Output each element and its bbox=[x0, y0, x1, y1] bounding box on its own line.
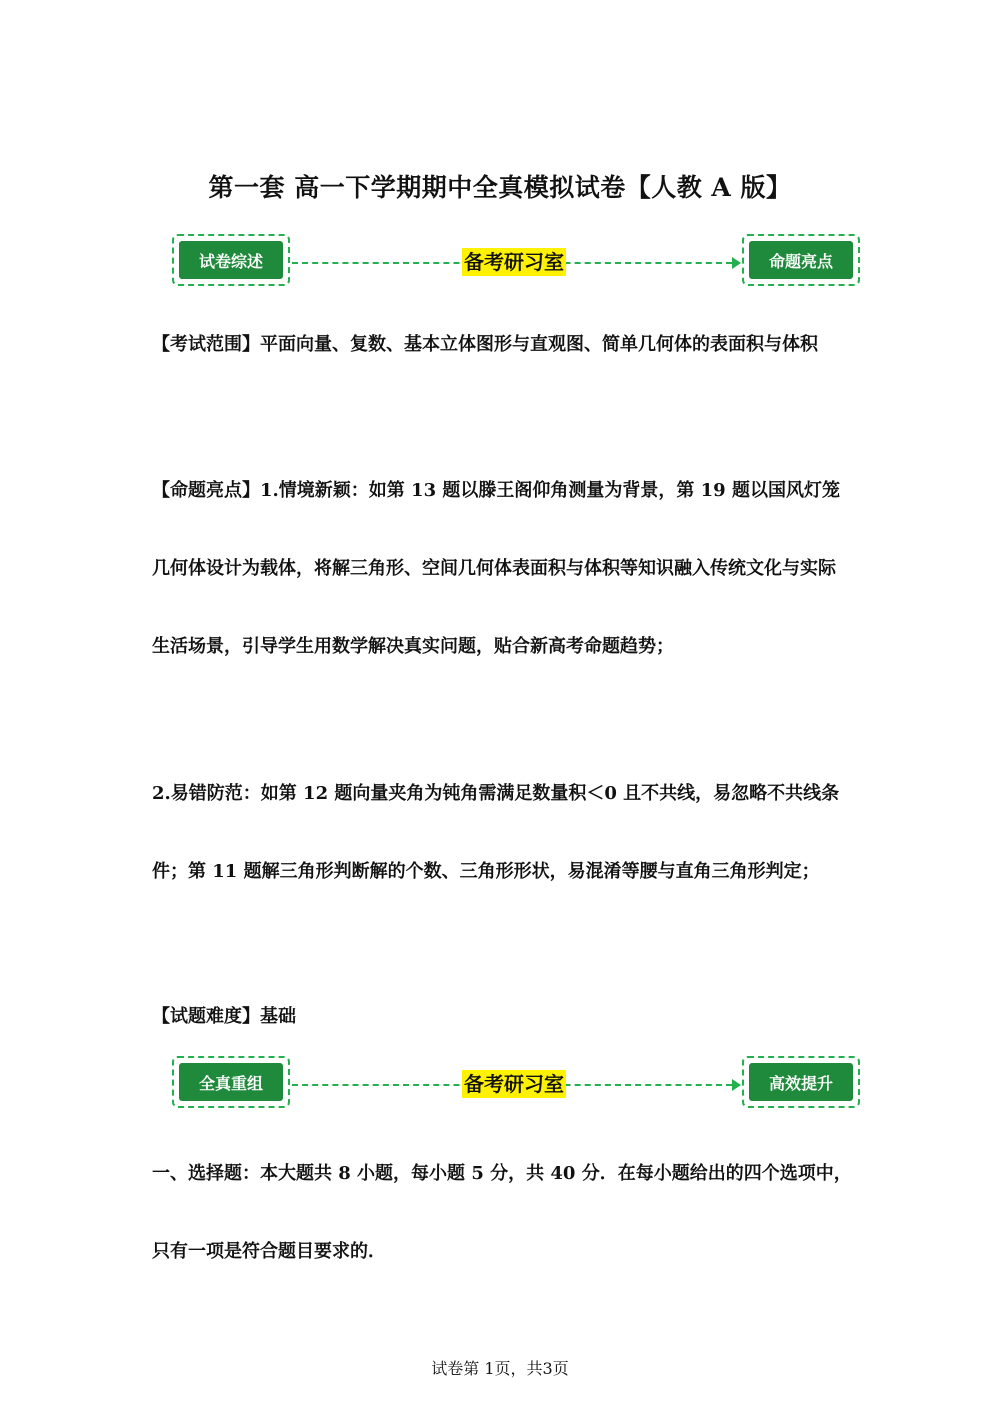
summary-label: 试卷综述 bbox=[179, 241, 283, 279]
reassembly-label: 全真重组 bbox=[179, 1063, 283, 1101]
improvement-box bbox=[742, 1056, 860, 1108]
page-footer: 试卷第 1页，共3页 bbox=[431, 1359, 569, 1378]
section-heading-choice: 一、选择题：本大题共 8 小题，每小题 5 分，共 40 分．在每小题给出的四个选项中，只有一项是符合题目要求的． bbox=[152, 1163, 852, 1262]
reassembly-box bbox=[172, 1056, 290, 1108]
highlight-pitfalls: 2.易错防范：如第 12 题向量夹角为钝角需满足数量积＜0 且不共线，易忽略不共线条件；第 11 题解三角形判断解的个数、三角形形状，易混淆等腰与直角三角形判定； bbox=[152, 783, 840, 882]
page-title: 第一套 高一下学期期中全真模拟试卷【人教 A 版】 bbox=[208, 173, 792, 202]
improvement-label: 高效提升 bbox=[749, 1063, 853, 1101]
banner-summary bbox=[170, 234, 862, 292]
highlight-context: 【命题亮点】1.情境新颖：如第 13 题以滕王阁仰角测量为背景，第 19 题以国风灯笼几何体设计为载体，将解三角形、空间几何体表面积与体积等知识融入传统文化与实际生活场景，引导学生用数学解决真实问题，贴合新高考命题趋势； bbox=[152, 480, 840, 657]
exam-scope: 【考试范围】平面向量、复数、基本立体图形与直观图、简单几何体的表面积与体积 bbox=[152, 334, 818, 355]
highlights-label: 命题亮点 bbox=[749, 241, 853, 279]
studio-label: 备考研习室 bbox=[464, 1072, 564, 1096]
arrow-right-icon bbox=[732, 257, 741, 269]
studio-label: 备考研习室 bbox=[464, 250, 564, 274]
banner-reassembly bbox=[170, 1056, 862, 1114]
difficulty-level: 【试题难度】基础 bbox=[152, 1006, 296, 1027]
arrow-right-icon bbox=[732, 1079, 741, 1091]
summary-box bbox=[172, 234, 290, 286]
highlights-box bbox=[742, 234, 860, 286]
